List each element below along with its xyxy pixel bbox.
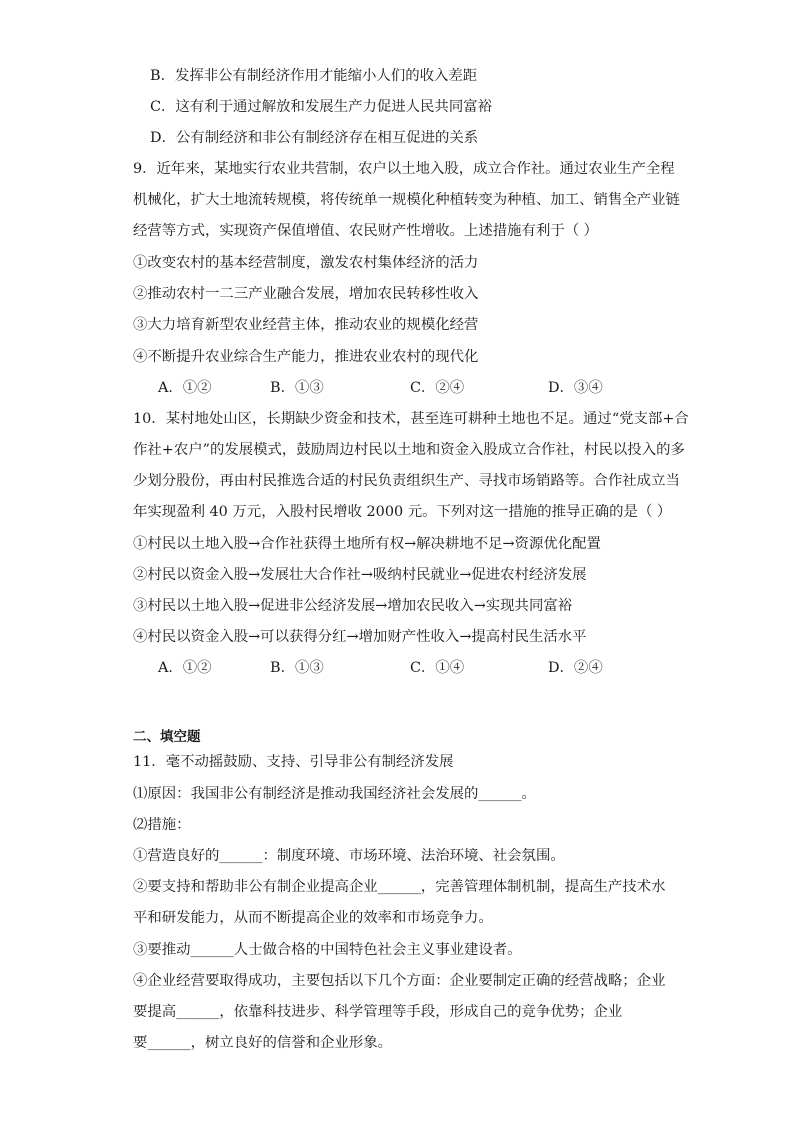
q11-line: ④企业经营要取得成功，主要包括以下几个方面：企业要制定正确的经营战略；企业 xyxy=(133,973,666,989)
q11-line: ②要支持和帮助非公有制企业提高企业______，完善管理体制机制，提高生产技术水 xyxy=(133,879,666,895)
q9-stem-line: 机械化，扩大土地流转规模，将传统单一规模化种植转变为种植、加工、销售全产业链 xyxy=(133,192,680,208)
q9-statement-4: ④不断提升农业综合生产能力，推进农业农村的现代化 xyxy=(133,349,479,365)
q10-choices xyxy=(0,658,794,678)
q10-choice-c[interactable]: C．①④ xyxy=(410,660,465,676)
q8-option-b: B．发挥非公有制经济作用才能缩小人们的收入差距 xyxy=(150,68,478,84)
q9-statement-1: ①改变农村的基本经营制度，激发农村集体经济的活力 xyxy=(133,255,479,271)
q9-choice-c[interactable]: C．②④ xyxy=(410,380,465,396)
q9-statement-3: ③大力培育新型农业经营主体，推动农业的规模化经营 xyxy=(133,317,479,333)
q9-choice-d[interactable]: D．③④ xyxy=(548,380,603,396)
q9-choice-a[interactable]: A．①② xyxy=(158,380,212,396)
q11-line: 要______，树立良好的信誉和企业形象。 xyxy=(133,1035,393,1051)
q10-statement-3: ③村民以土地入股→促进非公经济发展→增加农民收入→实现共同富裕 xyxy=(133,598,573,614)
q11-line: ③要推动______人士做合格的中国特色社会主义事业建设者。 xyxy=(133,942,522,958)
q10-choice-b[interactable]: B．①③ xyxy=(270,660,324,676)
q10-statement-1: ①村民以土地入股→合作社获得土地所有权→解决耕地不足→资源优化配置 xyxy=(133,536,601,552)
q10-statement-2: ②村民以资金入股→发展壮大合作社→吸纳村民就业→促进农村经济发展 xyxy=(133,567,587,583)
q10-statement-4: ④村民以资金入股→可以获得分红→增加财产性收入→提高村民生活水平 xyxy=(133,629,587,645)
q9-statement-2: ②推动农村一二三产业融合发展，增加农民转移性收入 xyxy=(133,286,479,302)
q11-line: 要提高______，依靠科技进步、科学管理等手段，形成自己的竞争优势；企业 xyxy=(133,1004,623,1020)
q10-stem-line: 作社+农户”的发展模式，鼓励周边村民以土地和资金入股成立合作社，村民以投入的多 xyxy=(133,442,685,458)
q10-stem-line: 10．某村地处山区，长期缺少资金和技术，甚至连可耕种土地也不足。通过“党支部+合 xyxy=(133,411,689,427)
q9-stem-line: 经营等方式，实现资产保值增值、农民财产性增收。上述措施有利于（ ） xyxy=(133,223,599,239)
q9-stem-line: 9．近年来，某地实行农业共营制，农户以土地入股，成立合作社。通过农业生产全程 xyxy=(133,161,675,177)
section-title: 二、填空题 xyxy=(133,729,201,745)
q11-line: ⑴原因：我国非公有制经济是推动我国经济社会发展的______。 xyxy=(133,786,536,802)
q11-line: ①营造良好的______：制度环境、市场环境、法治环境、社会氛围。 xyxy=(133,848,565,864)
q10-stem-line: 年实现盈利 40 万元，入股村民增收 2000 元。下列对这一措施的推导正确的是（ ） xyxy=(133,504,672,520)
q9-choices xyxy=(0,378,794,398)
q8-option-d: D．公有制经济和非公有制经济存在相互促进的关系 xyxy=(150,130,479,146)
q10-stem-line: 少划分股份，再由村民推选合适的村民负责组织生产、寻找市场销路等。合作社成立当 xyxy=(133,473,680,489)
q11-line: 11．毫不动摇鼓励、支持、引导非公有制经济发展 xyxy=(133,754,454,770)
q10-choice-d[interactable]: D．②④ xyxy=(548,660,603,676)
q9-choice-b[interactable]: B．①③ xyxy=(270,380,324,396)
q8-option-c: C．这有利于通过解放和发展生产力促进人民共同富裕 xyxy=(150,99,492,115)
q10-choice-a[interactable]: A．①② xyxy=(158,660,212,676)
q11-line: ⑵措施： xyxy=(133,817,191,833)
q11-line: 平和研发能力，从而不断提高企业的效率和市场竞争力。 xyxy=(133,910,493,926)
